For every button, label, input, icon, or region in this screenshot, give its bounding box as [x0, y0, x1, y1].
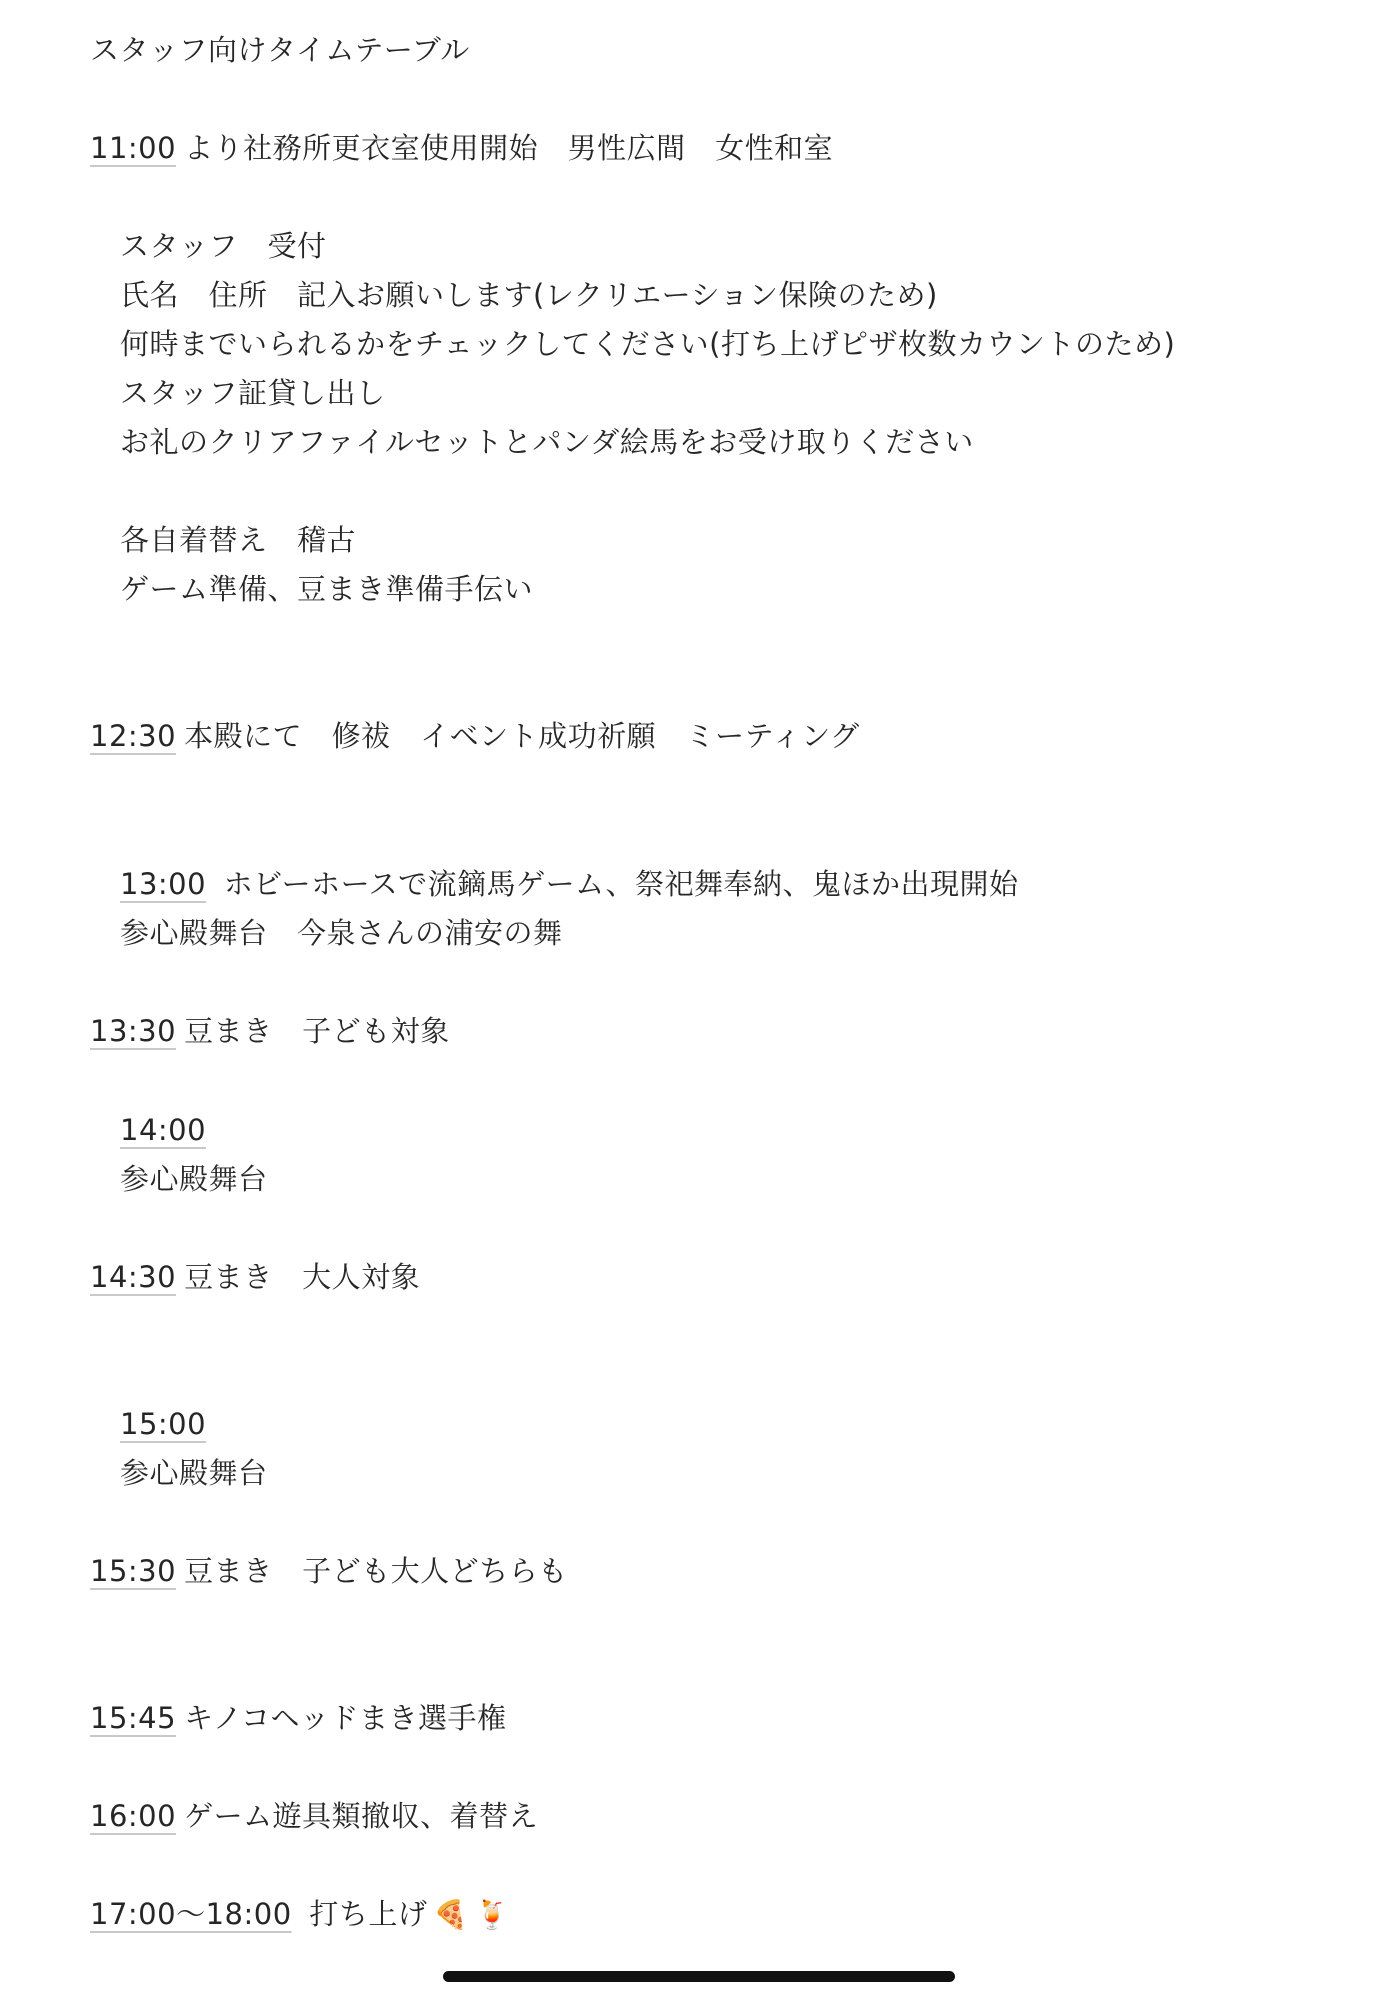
time-link[interactable]: 16:00: [90, 1799, 177, 1833]
stage-1500-line: 参心殿舞台: [120, 1456, 268, 1490]
reception-line: スタッフ 受付: [120, 229, 327, 263]
pizza-icon: 🍕: [433, 1898, 469, 1931]
time-link[interactable]: 12:30: [90, 719, 177, 753]
time-link[interactable]: 13:30: [90, 1014, 177, 1048]
schedule-1530: [90, 1547, 568, 1595]
schedule-text: 打ち上げ: [299, 1897, 428, 1931]
time-link[interactable]: 15:45: [90, 1701, 177, 1735]
schedule-1400: [120, 1106, 214, 1154]
schedule-text: ホビーホースで流鏑馬ゲーム、祭祀舞奉納、鬼ほか出現開始: [214, 867, 1019, 901]
time-link[interactable]: 11:00: [90, 131, 177, 165]
time-link[interactable]: 14:30: [90, 1260, 177, 1294]
schedule-text: ゲーム遊具類撤収、着替え: [184, 1799, 539, 1833]
name-address-line: 氏名 住所 記入お願いします(レクリエーション保険のため): [120, 278, 938, 312]
note-title: スタッフ向けタイムテーブル: [90, 33, 470, 67]
staff-pass-line: スタッフ証貸し出し: [120, 376, 386, 410]
home-indicator[interactable]: [443, 1971, 955, 1982]
schedule-1230: [90, 712, 860, 760]
schedule-text: 豆まき 子ども大人どちらも: [184, 1554, 568, 1588]
check-time-line: 何時までいられるかをチェックしてください(打ち上げピザ枚数カウントのため): [120, 327, 1176, 361]
schedule-text: 本殿にて 修祓 イベント成功祈願 ミーティング: [184, 719, 860, 753]
schedule-1100: [90, 124, 833, 172]
time-link[interactable]: 17:00～18:00: [90, 1897, 292, 1931]
schedule-1600: [90, 1792, 538, 1840]
time-link[interactable]: 14:00: [120, 1113, 207, 1147]
time-link[interactable]: 13:00: [120, 867, 207, 901]
tropical-drink-icon: 🍹: [474, 1898, 511, 1931]
time-link[interactable]: 15:00: [120, 1407, 207, 1441]
gift-line: お礼のクリアファイルセットとパンダ絵馬をお受け取りください: [120, 425, 974, 459]
schedule-1330: [90, 1007, 450, 1055]
schedule-1300: [120, 860, 1019, 908]
stage-1300-line: 参心殿舞台 今泉さんの浦安の舞: [120, 916, 563, 950]
schedule-1430: [90, 1253, 420, 1301]
time-link[interactable]: 15:30: [90, 1554, 177, 1588]
schedule-text: キノコヘッドまき選手権: [184, 1701, 507, 1735]
schedule-text: 豆まき 子ども対象: [184, 1014, 450, 1048]
schedule-text: より社務所更衣室使用開始 男性広間 女性和室: [184, 131, 834, 165]
schedule-text: 豆まき 大人対象: [184, 1260, 421, 1294]
schedule-1545: [90, 1694, 507, 1742]
change-line: 各自着替え 稽古: [120, 523, 357, 557]
prep-line: ゲーム準備、豆まき準備手伝い: [120, 572, 534, 606]
schedule-1500: [120, 1400, 214, 1448]
schedule-1700: [90, 1890, 510, 1938]
stage-1400-line: 参心殿舞台: [120, 1162, 268, 1196]
